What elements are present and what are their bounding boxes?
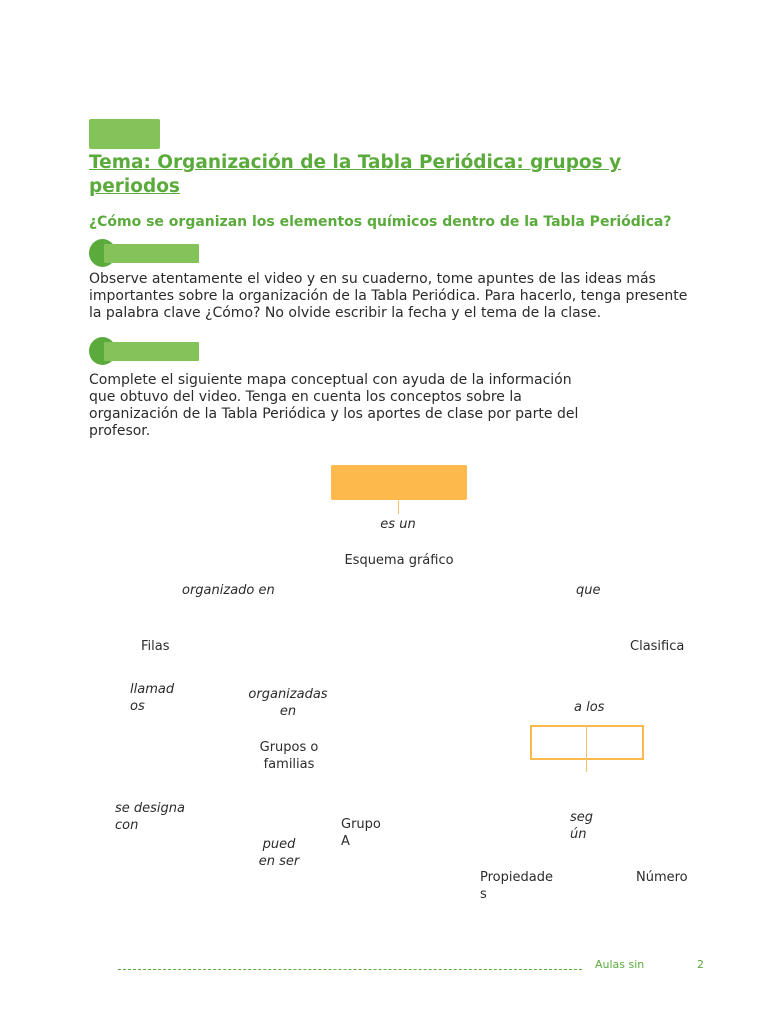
- node-grupo-a: Grupo A: [341, 817, 381, 849]
- concept-map-instructions: Complete el siguiente mapa conceptual con ayuda de la información que obtuvo del video. Tenga en cuenta los conceptos sobre la organización de la Tabla Periódica y los aportes de clase por parte del profesor.: [89, 372, 579, 439]
- header-tab: [89, 119, 160, 149]
- link-se-designa-con: se designa con: [115, 801, 185, 833]
- link-a-los: a los: [574, 700, 605, 715]
- node-numero: Número: [636, 870, 688, 885]
- instruction-paragraph: Observe atentamente el video y en su cuaderno, tome apuntes de las ideas más importantes sobre la organización de la Tabla Periódica. Para hacerlo, tenga presente la palabra clave ¿Cómo? No olvide escribir la fecha y el tema de la clase.: [89, 271, 688, 321]
- guiding-question: ¿Cómo se organizan los elementos químicos dentro de la Tabla Periódica?: [89, 214, 672, 230]
- link-organizadas-en: organizadas en: [248, 687, 328, 719]
- concept-root-box: [331, 465, 467, 500]
- link-llamados: llamad os: [130, 682, 175, 714]
- node-clasifica: Clasifica: [630, 639, 685, 654]
- page-title: Tema: Organización de la Tabla Periódica: grupos y periodos: [89, 152, 622, 197]
- page-number: 2: [697, 958, 704, 971]
- footer-brand: Aulas sin: [595, 958, 645, 971]
- footer-divider: [118, 969, 582, 970]
- node-filas: Filas: [141, 639, 170, 654]
- link-organizado-en: organizado en: [182, 583, 275, 598]
- link-que: que: [576, 583, 601, 598]
- link-segun: seg ún: [570, 810, 594, 842]
- section-marker-bar: [104, 244, 199, 263]
- concept-blank-box: [530, 725, 644, 760]
- node-esquema-grafico: Esquema gráfico: [344, 553, 454, 568]
- link-pueden-ser: pued en ser: [258, 837, 300, 869]
- connector-line: [586, 725, 587, 772]
- node-grupos-familias: Grupos o familias: [259, 740, 319, 772]
- connector-line: [398, 500, 399, 514]
- section-marker-bar: [104, 342, 199, 361]
- link-es-un: es un: [380, 517, 416, 532]
- node-propiedades: Propiedade s: [480, 870, 553, 902]
